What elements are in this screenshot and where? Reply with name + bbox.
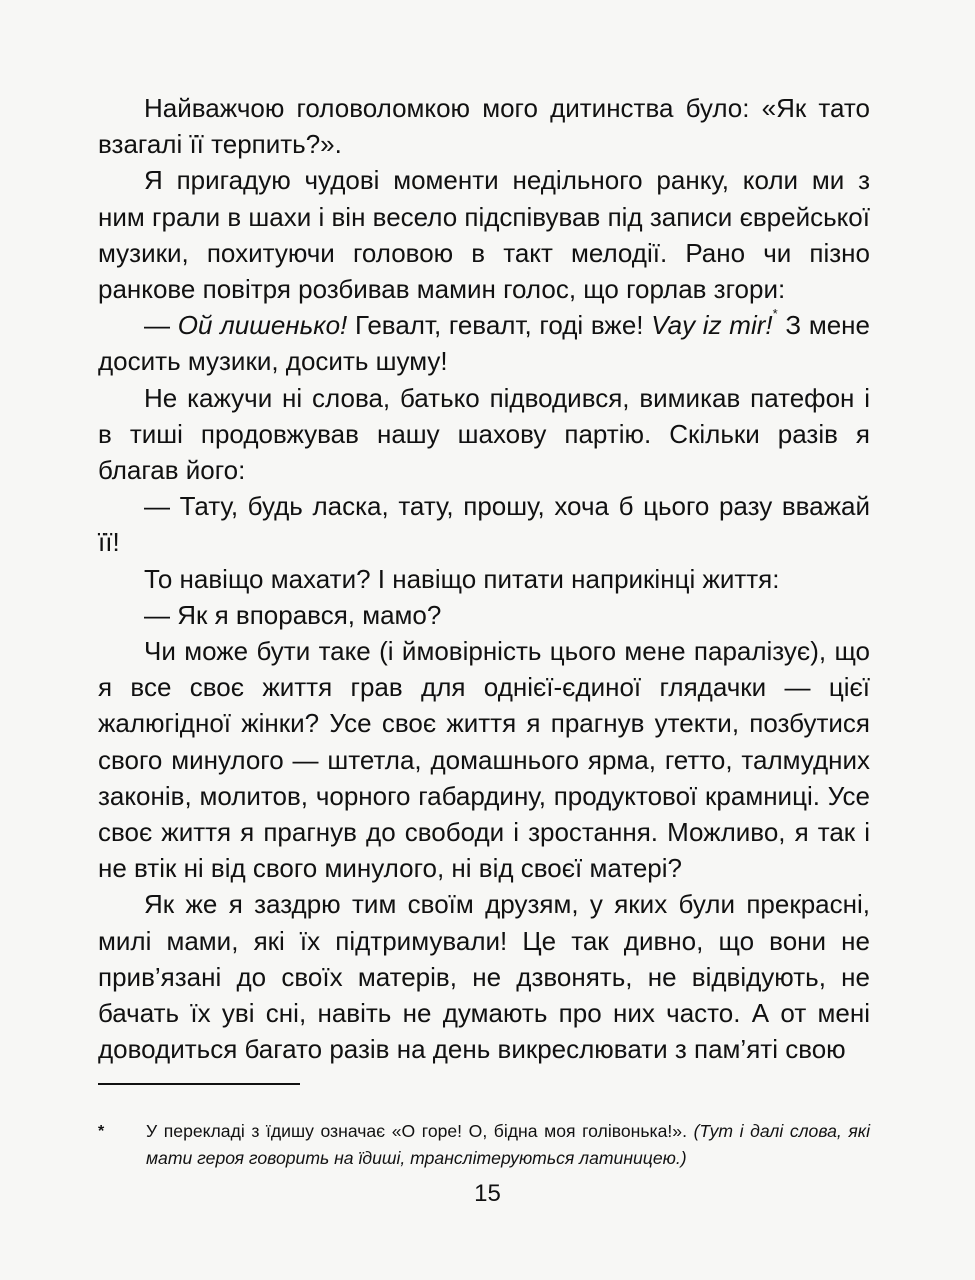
footnote-mark: * [98,1123,105,1140]
footnote-regular: У перекладі з їдишу означає «О горе! О, бідна моя голівонька!». [146,1121,694,1141]
footnote-text [98,1118,870,1172]
footnote-divider [98,1083,300,1085]
paragraph: Як же я заздрю тим своїм друзям, у яких були прекрасні, милі мами, які їх підтримували! Це так дивно, що вони не прив’язані до своїх матерів, не дзвонять, не відвідують, не бачать їх уві сні, навіть не думають про них часто. А от мені доводиться багато разів на день викреслювати з пам’яті свою [98,889,870,1065]
italic-phrase: Vay iz mir! [651,310,773,341]
page-number: 15 [474,1180,501,1207]
text-span: Гевалт, гевалт, годі вже! [347,310,652,341]
text-span: З мене досить музики, досить шуму! [98,310,871,377]
paragraph: Я пригадую чудові моменти недільного ранку, коли ми з ним грали в шахи і він весело підспівував під записи єврейської музики, похитуючи головою в такт мелодії. Рано чи пізно ранкове повітря розбивав мамин голос, що горлав згори: [98,165,870,305]
dialog-paragraph [98,307,870,379]
paragraph: Не кажучи ні слова, батько підводився, вимикав патефон і в тиші продовжував нашу шахову партію. Скільки разів я благав його: [98,382,870,486]
main-text [98,90,870,1067]
footnote-marker: * [772,306,778,322]
dash: — [144,310,178,341]
footnote-italic: (Тут і далі слова, які мати героя говорить на їдиші, транслітеруються латиницею.) [146,1121,870,1168]
footnote [98,1118,870,1172]
dialog-paragraph: — Як я впорався, мамо? [144,599,442,630]
italic-phrase: Ой лишенько! [177,310,348,341]
paragraph: То навіщо махати? І навіщо питати наприкінці життя: [144,563,780,594]
paragraph: Найважчою головоломкою мого дитинства було: «Як тато взагалі її терпить?». [98,93,870,160]
paragraph: Чи може бути таке (і ймовірність цього мене паралізує), що я все своє життя грав для однієї-єдиної глядачки — цієї жалюгідної жінки? Усе своє життя я прагнув утекти, позбутися свого минулого — штетла, домашнього ярма, гетто, талмудних законів, молитов, чорного габардину, продуктової крамниці. Усе своє життя я прагнув до свободи і зростання. Можливо, я так і не втік ні від свого минулого, ні від своєї матері? [98,636,870,884]
dialog-paragraph: — Тату, будь ласка, тату, прошу, хоча б цього разу вважай її! [98,491,870,558]
